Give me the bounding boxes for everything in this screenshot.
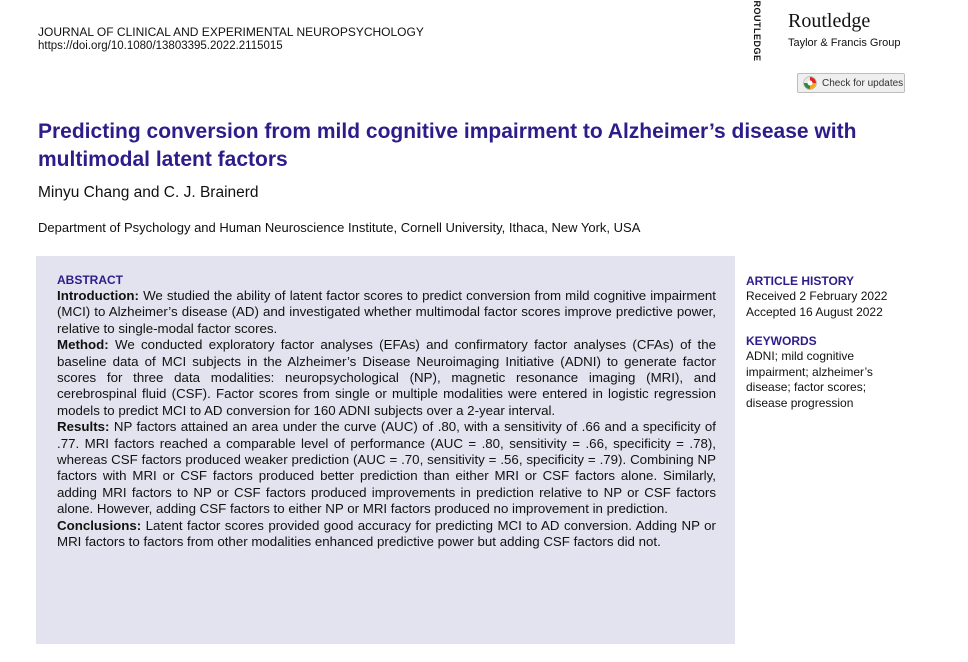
publisher-group: Taylor & Francis Group (788, 37, 901, 49)
abstract-introduction (57, 288, 716, 337)
accepted-date: Accepted 16 August 2022 (746, 304, 883, 319)
journal-name: JOURNAL OF CLINICAL AND EXPERIMENTAL NEUROPSYCHOLOGY (38, 25, 424, 39)
keywords-heading: KEYWORDS (746, 334, 817, 348)
abstract-box (36, 256, 735, 644)
abstract-results (57, 419, 716, 517)
article-history (746, 274, 906, 320)
abstract-text: We conducted exploratory factor analyses (EFAs) and confirmatory factor analyses (CFAs) of the baseline data of MCI subjects in the Alzheimer’s Disease Neuroimaging Initiative (ADNI) to generate factor scores for three data modalities: neuropsychological (NP), magnetic resonance imaging (MRI), and cerebrospinal fluid (CSF). Factor scores from single or multiple modalities were entered in logistic regression models to predict MCI to AD conversion for 160 ADNI subjects over a 2-year interval. (57, 337, 716, 418)
doi-link[interactable]: https://doi.org/10.1080/13803395.2022.2115015 (38, 40, 283, 52)
keywords-list: ADNI; mild cognitive impairment; alzheimer’s disease; factor scores; disease progression (746, 349, 873, 410)
abstract-method (57, 337, 716, 419)
routledge-logo-mark (748, 0, 766, 62)
abstract-label: Results: (57, 419, 110, 435)
abstract-heading: ABSTRACT (57, 273, 123, 287)
abstract-content (57, 273, 716, 551)
abstract-label: Method: (57, 337, 109, 353)
article-history-heading: ARTICLE HISTORY (746, 274, 855, 288)
abstract-text: We studied the ability of latent factor scores to predict conversion from mild cognitive impairment (MCI) to Alzheimer’s disease (AD) and investigated whether multimodal factor scores improve predictive power, relative to single-modal factor scores. (57, 288, 716, 336)
author-affiliation: Department of Psychology and Human Neuroscience Institute, Cornell University, Ithaca, New York, USA (38, 220, 641, 235)
publisher-name: Routledge (788, 10, 871, 32)
abstract-label: Introduction: (57, 288, 139, 303)
received-date: Received 2 February 2022 (746, 289, 888, 304)
check-for-updates-button[interactable] (797, 73, 905, 93)
keywords (746, 334, 906, 411)
article-title: Predicting conversion from mild cognitive impairment to Alzheimer’s disease with multimodal latent factors (38, 120, 857, 171)
abstract-label: Conclusions: (57, 517, 142, 533)
check-for-updates-label: Check for updates (822, 77, 904, 89)
routledge-logo-mark-text: ROUTLEDGE (752, 0, 762, 62)
check-updates-icon (803, 76, 817, 90)
abstract-text: NP factors attained an area under the curve (AUC) of .80, with a sensitivity of .66 and a specificity of .77. MRI factors reached a comparable level of performance (AUC = .80, sensitivity = .66, specificity = .78), whereas CSF factors produced weaker prediction (AUC = .70, sensitivity = .56, specificity = .79). Combining NP factors with MRI or CSF factors produced better prediction than either MRI or CSF factors alone. Similarly, adding MRI factors to NP or CSF factors produced improvements in prediction relative to NP or CSF factors alone. However, adding CSF factors to either NP or MRI factors produced no improvement in prediction. (57, 419, 716, 517)
article-authors: Minyu Chang and C. J. Brainerd (38, 184, 259, 201)
abstract-conclusions (57, 518, 716, 551)
abstract-text: Latent factor scores provided good accuracy for predicting MCI to AD conversion. Adding NP or MRI factors to factors from other modalities enhanced predictive power but adding CSF factors did not. (57, 517, 716, 550)
